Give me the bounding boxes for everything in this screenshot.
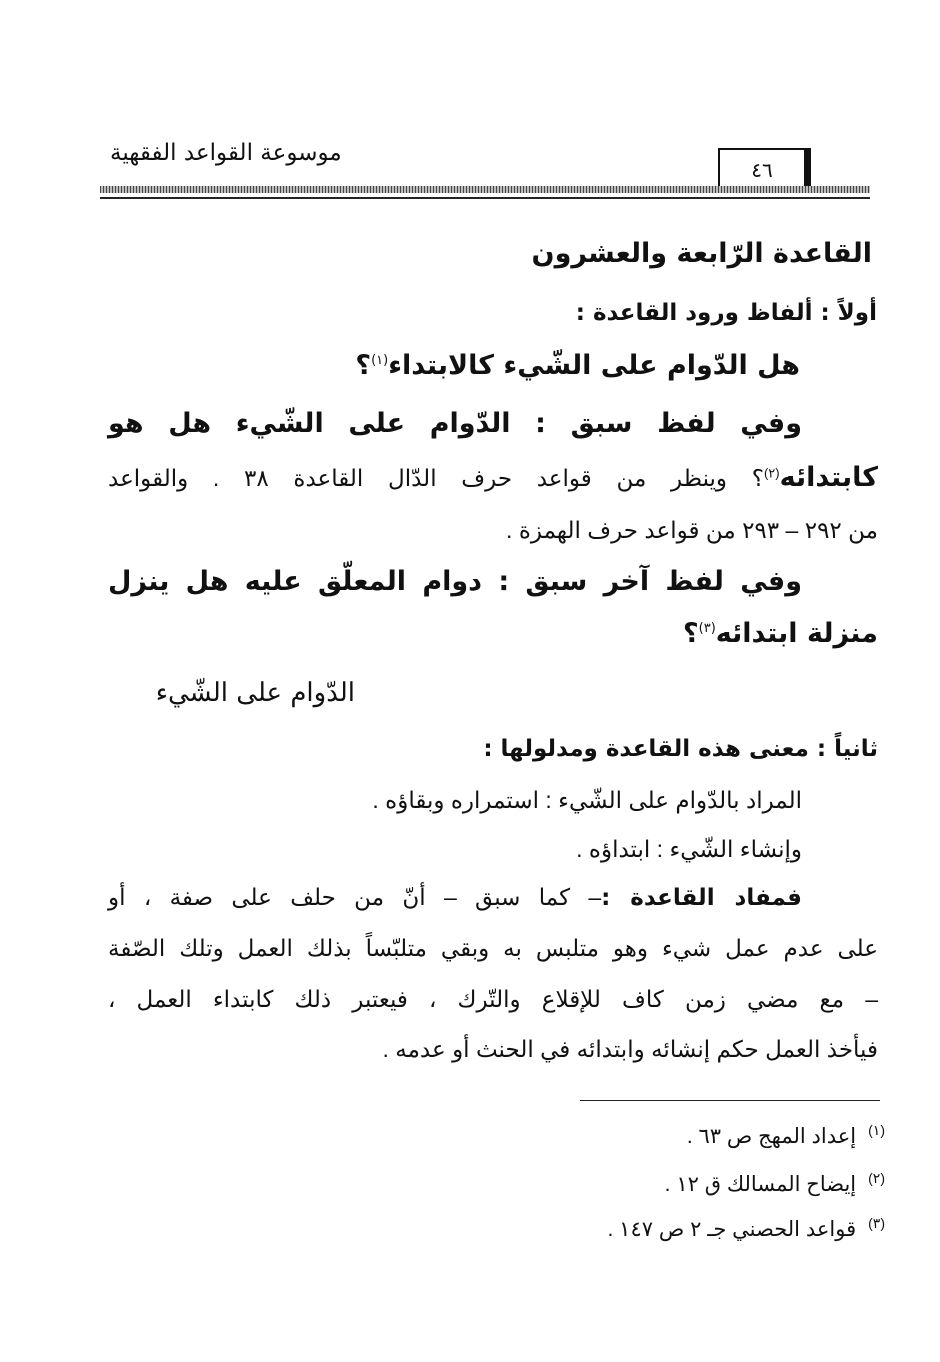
- footnote-1: [100, 1122, 885, 1149]
- meaning-line-1: المراد بالدّوام على الشّيء : استمراره وبقاؤه .: [372, 787, 802, 813]
- purport-lead: فمفاد القاعدة :: [601, 885, 802, 911]
- meaning-line-2: وإنشاء الشّيء : ابتداؤه .: [576, 836, 802, 862]
- footnote-2: [100, 1170, 885, 1197]
- footnote-text: قواعد الحصني جـ ٢ ص ١٤٧ .: [607, 1218, 857, 1241]
- variant1-line2-rest: ؟ وينظر من قواعد حرف الدّال القاعدة ٣٨ . والقواعد: [108, 465, 764, 491]
- question-line: [100, 350, 800, 381]
- footnote-mark: (٢): [868, 1170, 885, 1186]
- footnote-mark: (٣): [868, 1215, 885, 1231]
- footnote-ref-2: (٢): [763, 465, 780, 481]
- section2-heading: ثانياً : معنى هذه القاعدة ومدلولها :: [483, 736, 878, 762]
- footnote-ref-1: (١): [371, 353, 389, 368]
- question-text: هل الدّوام على الشّيء كالابتداء: [388, 350, 800, 381]
- variant2-line2: [100, 618, 878, 649]
- variant1-line2: [108, 462, 878, 493]
- page-number: ٤٦: [718, 148, 811, 190]
- variant2-line1: وفي لفظ آخر سبق : دوام المعلّق عليه هل ينزل: [108, 566, 802, 597]
- variant1-line1: وفي لفظ سبق : الدّوام على الشّيء هل هو: [108, 408, 802, 439]
- purport-line-3: – مع مضي زمن كاف للإقلاع والتّرك ، فيعتبر ذلك كابتداء العمل ،: [108, 986, 878, 1012]
- footnote-text: إعداد المهج ص ٦٣ .: [686, 1125, 857, 1148]
- footnote-separator: [580, 1100, 880, 1101]
- footnote-ref-3: (٣): [698, 621, 716, 636]
- purport-line-1: [108, 884, 802, 911]
- handwritten-note: الدّوام على الشّيء: [155, 678, 355, 708]
- purport-text: – كما سبق – أنّ من حلف على صفة ، أو: [108, 884, 602, 910]
- variant1-line3: من ٢٩٢ – ٢٩٣ من قواعد حرف الهمزة .: [506, 517, 878, 543]
- variant1-bold-word: كابتدائه: [779, 462, 878, 493]
- purport-line-2: على عدم عمل شيء وهو متلبس به وبقي متلبّساً بذلك العمل وتلك الصّفة: [108, 935, 878, 961]
- purport-line-4: فيأخذ العمل حكم إنشائه وابتدائه في الحنث أو عدمه .: [382, 1036, 878, 1062]
- section1-heading: أولاً : ألفاظ ورود القاعدة :: [575, 300, 877, 326]
- running-title: موسوعة القواعد الفقهية: [110, 140, 342, 166]
- variant2-question-mark: ؟: [682, 618, 699, 649]
- variant2-text: منزلة ابتدائه: [715, 618, 878, 649]
- header-rule-hatched: [100, 186, 870, 193]
- footnote-mark: (١): [868, 1122, 885, 1138]
- rule-title: القاعدة الرّابعة والعشرون: [531, 238, 872, 269]
- footnote-3: [100, 1215, 885, 1242]
- header-rule: [100, 197, 870, 199]
- footnote-text: إيضاح المسالك ق ١٢ .: [664, 1173, 857, 1196]
- question-mark: ؟: [355, 350, 372, 381]
